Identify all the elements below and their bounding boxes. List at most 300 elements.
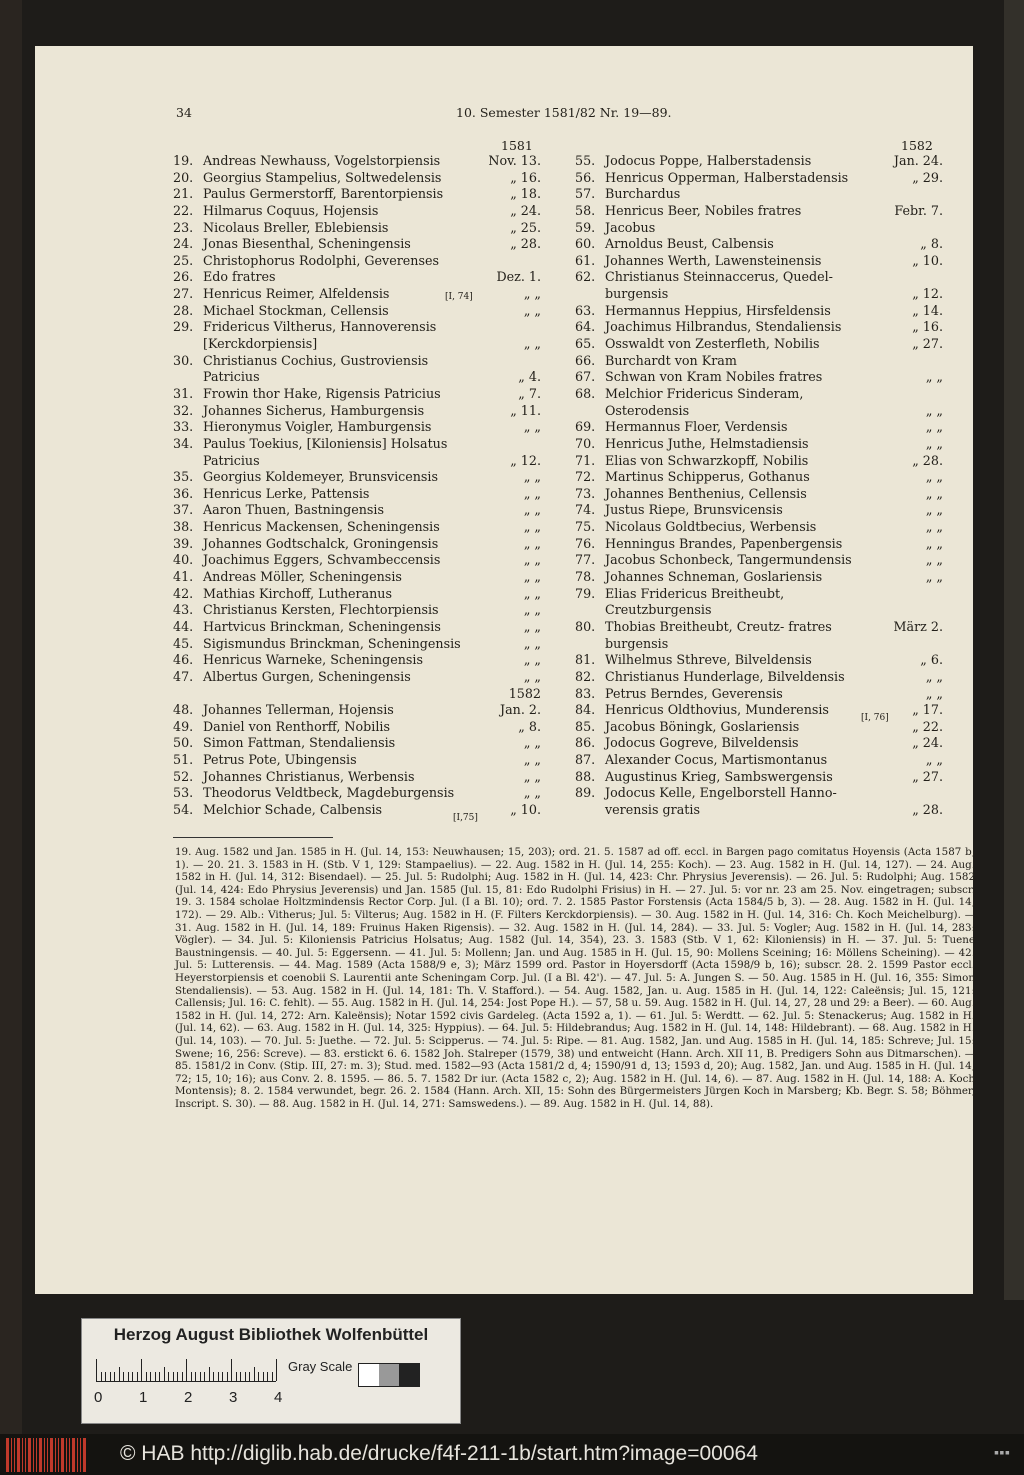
entry-date: „ 10. <box>912 252 943 268</box>
entry-date: „ „ <box>925 435 943 451</box>
entry-row <box>575 486 943 503</box>
entry-number: 70. <box>575 435 596 451</box>
entry-name: Johannes Benthenius, Cellensis <box>605 485 807 501</box>
entry-date: „ 6. <box>920 652 943 668</box>
entry-row <box>173 220 541 237</box>
entry-number: 82. <box>575 668 596 684</box>
entry-row <box>575 153 943 170</box>
entry-number: 47. <box>173 668 194 684</box>
entry-name: Jacobus Schonbeck, Tangermundensis <box>605 552 852 568</box>
entry-number: 21. <box>173 186 194 202</box>
entry-date: „ 24. <box>912 735 943 751</box>
entry-row <box>575 652 943 669</box>
entry-name: Creutzburgensis <box>605 602 712 618</box>
entry-name: Melchior Fridericus Sinderam, <box>605 385 804 401</box>
entry-name: Hieronymus Voigler, Hamburgensis <box>203 419 432 435</box>
entry-date: „ „ <box>523 752 541 768</box>
entry-row <box>575 552 943 569</box>
entry-number: 59. <box>575 219 596 235</box>
entry-row <box>173 236 541 253</box>
entry-date: „ „ <box>523 419 541 435</box>
entry-name: Nicolaus Goldtbecius, Werbensis <box>605 519 817 535</box>
entry-number: 74. <box>575 502 596 518</box>
scan-background <box>0 0 22 1475</box>
entry-name: Henricus Mackensen, Scheningensis <box>203 519 440 535</box>
entry-number: 85. <box>575 718 596 734</box>
entry-name: Hartvicus Brinckman, Scheningensis <box>203 618 441 634</box>
entry-row <box>173 353 541 370</box>
entry-name: Edo fratres <box>203 269 276 285</box>
entry-number: 39. <box>173 535 194 551</box>
footer-url[interactable]: © HAB http://diglib.hab.de/drucke/f4f-211-1b/start.htm?image=00064 <box>120 1442 758 1465</box>
barcode-icon <box>6 1438 96 1472</box>
entry-row <box>173 652 541 669</box>
entry-date: „ „ <box>925 752 943 768</box>
entry-date: „ 10. <box>510 801 541 817</box>
entry-name: Johannes Sicherus, Hamburgensis <box>203 402 425 418</box>
entry-row <box>173 319 541 336</box>
entry-number: 73. <box>575 485 596 501</box>
entry-number: 28. <box>173 302 194 318</box>
entry-row <box>575 203 943 220</box>
entry-name: Johannes Werth, Lawensteinensis <box>605 252 822 268</box>
entry-row <box>575 735 943 752</box>
entry-number: 49. <box>173 718 194 734</box>
entry-row <box>173 403 541 420</box>
entry-row <box>173 602 541 619</box>
entry-date: „ 18. <box>510 186 541 202</box>
entry-row <box>173 719 541 736</box>
notes-divider <box>173 837 333 838</box>
entry-date: „ 16. <box>510 169 541 185</box>
entry-number: 33. <box>173 419 194 435</box>
entry-row <box>575 636 943 653</box>
entry-name: Johannes Christianus, Werbensis <box>203 768 415 784</box>
entry-row <box>575 386 943 403</box>
entry-row <box>575 436 943 453</box>
entry-name: Wilhelmus Sthreve, Bilveldensis <box>605 652 812 668</box>
entry-date: „ „ <box>925 369 943 385</box>
entry-name: Georgius Koldemeyer, Brunsvicensis <box>203 469 438 485</box>
entry-name: Elias von Schwarzkopff, Nobilis <box>605 452 809 468</box>
entry-name: Henricus Beer, Nobiles fratres <box>605 202 802 218</box>
entry-date: „ „ <box>925 402 943 418</box>
footnotes-text: 19. Aug. 1582 und Jan. 1585 in H. (Jul. 14, 153: Neuwhausen; 15, 203); ord. 21. 5. 1587 ad off. eccl. in Bargen pago comitatus Hoyensis (Acta 1587 b, 1). — 20. 21. 3. 1583 in H. (Stb. V 1, 129: Stampaelius). — 22. Aug. 1582 in H. (Jul. 14, 255: Koch). — 23. Aug. 1582 in H. (Jul. 14, 127). — 24. Aug. 1582 in H. (Jul. 14, 312: Bisendael). — 25. Jul. 5: Rudolphi; Aug. 1582 in H. (Jul. 14, 423: Chr. Phrysius Jeverensis). — 26. Jul. 5: Rudolphi; Aug. 1582 (Jul. 14, 424: Edo Phrysius Jeverensis) und Jan. 1585 (Jul. 15, 81: Edo Rudolphi Frisius) in H. — 27. Jul. 5: vor nr. 23 am 25. Nov. eingetragen; subscr. 19. 3. 1584 scholae Holtzmindensis Rector Corp. Jul. (I a Bl. 10); ord. 7. 2. 1585 Pastor Forstensis (Acta 1584/5 b, 3). — 28. Aug. 1582 in H. (Jul. 14, 172). — 29. Alb.: Vitherus; Jul. 5: Vilterus; Aug. 1582 in H. (F. Filters Kerckdorpiensis). — 30. Aug. 1582 in H. (Jul. 14, 316: Ch. Koch Meichelburg). — 31. Aug. 1582 in H. (Jul. 14, 189: Fruinus Haken Rigensis). — 32. Aug. 1582 in H. (Jul. 14, 284). — 33. Jul. 5: Vogler; Aug. 1582 in H. (Jul. 14, 283: Vögler). — 34. Jul. 5: Kiloniensis Patricius Holsatus; Aug. 1582 (Jul. 14, 354), 23. 3. 1583 (Stb. V 1, 62: Kiloniensis) in H. — 37. Jul. 5: Tuene Baustningensis. — 40. Jul. 5: Eggersenn. — 41. Jul. 5: Mollenn; Jan. und Aug. 1585 in H. (Jul. 15, 90: Mollens Sceining; 16: Möllens Scheining). — 42. Jul. 5: Lutterensis. — 44. Mag. 1589 (Acta 1588/9 e, 3); März 1599 ord. Pastor in Hoyersdorff (Acta 1598/9 b, 16); subscr. 28. 2. 1599 Pastor eccl. Heyerstorpiensis et coenobii S. Laurentii ante Scheningam Corp. Jul. (I a Bl. 42'). — 47. Jul. 5: A. Jungen S. — 50. Aug. 1585 in H. (Jul. 16, 355: Simon Stendaliensis). — 53. Aug. 1582 in H. (Jul. 14, 181: Th. V. Stafford.). — 54. Aug. 1582, Jan. u. Aug. 1585 in H. (Jul. 14, 122: Caleënsis; Jul. 15, 121: Callensis; Jul. 16: C. fehlt). — 55. Aug. 1582 in H. (Jul. 14, 254: Jost Pope H.). — 57, 58 u. 59. Aug. 1582 in H. (Jul. 14, 27, 28 und 29: a Beer). — 60. Aug. 1582 in H. (Jul. 14, 272: Arn. Kaleënsis); Notar 1592 civis Gardeleg. (Acta 1592 a, 1). — 61. Jul. 5: Werdtt. — 62. Jul. 5: Stenackerus; Aug. 1582 in H. (Jul. 14, 62). — 63. Aug. 1582 in H. (Jul. 14, 325: Hyppius). — 64. Jul. 5: Hildebrandus; Aug. 1582 in H. (Jul. 14, 148: Hildebrant). — 68. Aug. 1582 in H. (Jul. 14, 103). — 70. Jul. 5: Juethe. — 72. Jul. 5: Scipperus. — 74. Jul. 5: Ripe. — 81. Aug. 1582, Jan. und Aug. 1585 in H. (Jul. 14, 185: Schreve; Jul. 15: Swene; 16, 256: Screve). — 83. erstickt 6. 6. 1582 Joh. Stalreper (1579, 38) und entweicht (Hann. Arch. XII 11, B. Predigers Sohn aus Ditmarschen). — 85. 1581/2 in Conv. (Stip. III, 27: m. 3); Stud. med. 1582—93 (Acta 1581/2 d, 4; 1590/91 d, 13; 1593 d, 20); Aug. 1582, Jan. und Aug. 1585 in H. (Jul. 14, 72; 15, 10; 16); aus Conv. 2. 8. 1595. — 86. 5. 7. 1582 Dr iur. (Acta 1582 c, 2); Aug. 1582 in H. (Jul. 14, 6). — 87. Aug. 1582 in H. (Jul. 14, 188: A. Koch Montensis); 8. 2. 1584 verwundet, begr. 26. 2. 1584 (Hann. Arch. XII, 15: Sohn des Bürgermeisters Jürgen Koch in Marsberg; Kb. Begr. S. 58; Böhmer, Inscript. S. 30). — 88. Aug. 1582 in H. (Jul. 14, 271: Samswedens.). — 89. Aug. 1582 in H. (Jul. 14, 88). <box>175 846 975 1110</box>
entry-row <box>173 336 541 353</box>
entry-date: „ 12. <box>510 452 541 468</box>
entry-number: 79. <box>575 585 596 601</box>
left-entry-column <box>173 153 541 819</box>
entry-name: Elias Fridericus Breitheubt, <box>605 585 785 601</box>
entry-date: „ „ <box>523 469 541 485</box>
entry-number: 56. <box>575 169 596 185</box>
entry-name: Henricus Warneke, Scheningensis <box>203 652 423 668</box>
entry-number: 87. <box>575 752 596 768</box>
entry-row <box>173 419 541 436</box>
entry-name: Johannes Schneman, Goslariensis <box>605 569 823 585</box>
entry-name: Daniel von Renthorff, Nobilis <box>203 718 390 734</box>
entry-date: „ „ <box>523 768 541 784</box>
entry-number: 52. <box>173 768 194 784</box>
entry-name: Johannes Tellerman, Hojensis <box>203 702 394 718</box>
entry-date: „ „ <box>523 785 541 801</box>
entry-number: 32. <box>173 402 194 418</box>
entry-row <box>575 186 943 203</box>
entry-row <box>173 552 541 569</box>
gray-scale-patches <box>358 1363 420 1387</box>
entry-date: 1582 <box>508 685 541 701</box>
entry-number: 19. <box>173 153 194 168</box>
entry-name: Henricus Opperman, Halberstadensis <box>605 169 849 185</box>
entry-name: Patricius <box>203 369 260 385</box>
entry-row <box>575 502 943 519</box>
entry-date: „ „ <box>523 286 541 302</box>
entry-date: „ „ <box>925 419 943 435</box>
ref-mark-84: [I, 76] <box>861 713 889 723</box>
entry-date: „ „ <box>523 602 541 618</box>
entry-row <box>575 220 943 237</box>
entry-row <box>173 436 541 453</box>
entry-date: „ 12. <box>912 286 943 302</box>
entry-name: Joachimus Hilbrandus, Stendaliensis <box>605 319 842 335</box>
entry-date: „ „ <box>925 469 943 485</box>
entry-row <box>173 702 541 719</box>
scale-number: 0 <box>94 1389 103 1406</box>
entry-row <box>173 203 541 220</box>
ref-mark-54: [I,75] <box>453 813 478 823</box>
entry-number: 66. <box>575 352 596 368</box>
entry-row <box>575 602 943 619</box>
entry-date: „ 27. <box>912 336 943 352</box>
entry-row <box>575 369 943 386</box>
entry-row <box>575 303 943 320</box>
entry-name: Jodocus Gogreve, Bilveldensis <box>605 735 799 751</box>
entry-number: 75. <box>575 519 596 535</box>
entry-name: Hermannus Floer, Verdensis <box>605 419 788 435</box>
entry-number: 20. <box>173 169 194 185</box>
entry-date: „ 4. <box>518 369 541 385</box>
entry-name: Henricus Reimer, Alfeldensis <box>203 286 390 302</box>
entry-date: März 2. <box>893 618 943 634</box>
footer-dots: ▪▪▪ <box>993 1448 1010 1458</box>
entry-number: 25. <box>173 252 194 268</box>
entry-number: 76. <box>575 535 596 551</box>
entry-row <box>173 686 541 703</box>
entry-number: 58. <box>575 202 596 218</box>
entry-name: Henricus Juthe, Helmstadiensis <box>605 435 809 451</box>
year-right-top: 1582 <box>901 138 933 153</box>
entry-name: Paulus Germerstorff, Barentorpiensis <box>203 186 444 202</box>
entry-row <box>173 785 541 802</box>
entry-name: burgensis <box>605 635 669 651</box>
entry-row <box>173 735 541 752</box>
entry-date: „ 22. <box>912 718 943 734</box>
entry-name: Sigismundus Brinckman, Scheningensis <box>203 635 461 651</box>
running-title: 10. Semester 1581/82 Nr. 19—89. <box>456 105 672 120</box>
entry-date: „ 27. <box>912 768 943 784</box>
entry-date: Jan. 24. <box>893 153 943 168</box>
entry-name: Burchardt von Kram <box>605 352 737 368</box>
entry-row <box>575 802 943 819</box>
entry-name: Henricus Lerke, Pattensis <box>203 485 370 501</box>
entry-row <box>575 319 943 336</box>
entry-number: 45. <box>173 635 194 651</box>
entry-name: Jodocus Kelle, Engelborstell Hanno- <box>605 785 837 801</box>
entry-date: „ „ <box>523 535 541 551</box>
entry-row <box>575 253 943 270</box>
entry-number: 77. <box>575 552 596 568</box>
page-number: 34 <box>176 105 192 120</box>
library-color-card <box>81 1318 461 1424</box>
entry-row <box>575 170 943 187</box>
scan-edge <box>1004 0 1024 1300</box>
entry-date: „ „ <box>523 502 541 518</box>
entry-name: Christophorus Rodolphi, Geverenses <box>203 252 439 268</box>
entry-row <box>575 586 943 603</box>
entry-row <box>173 253 541 270</box>
entry-row <box>575 752 943 769</box>
entry-row <box>173 286 541 303</box>
entry-name: Christianus Steinnaccerus, Quedel- <box>605 269 833 285</box>
entry-number: 24. <box>173 236 194 252</box>
entry-number: 57. <box>575 186 596 202</box>
entry-row <box>173 153 541 170</box>
entry-date: „ „ <box>523 336 541 352</box>
entry-date: „ „ <box>523 652 541 668</box>
entry-name: Johannes Godtschalck, Groningensis <box>203 535 439 551</box>
entry-date: „ 28. <box>510 236 541 252</box>
viewer-footer <box>0 1434 1024 1475</box>
entry-row <box>575 286 943 303</box>
entry-row <box>575 536 943 553</box>
entry-date: „ „ <box>925 685 943 701</box>
entry-row <box>173 369 541 386</box>
entry-date: „ „ <box>925 535 943 551</box>
entry-row <box>173 453 541 470</box>
entry-number: 43. <box>173 602 194 618</box>
entry-row <box>173 303 541 320</box>
entry-row <box>173 752 541 769</box>
entry-number: 29. <box>173 319 194 335</box>
entry-number: 42. <box>173 585 194 601</box>
entry-name: Paulus Toekius, [Kiloniensis] Holsatus <box>203 435 448 451</box>
entry-row <box>575 336 943 353</box>
entry-name: Andreas Möller, Scheningensis <box>203 569 402 585</box>
entry-date: „ „ <box>523 585 541 601</box>
entry-name: Justus Riepe, Brunsvicensis <box>605 502 783 518</box>
entry-number: 78. <box>575 569 596 585</box>
entry-number: 72. <box>575 469 596 485</box>
entry-name: Joachimus Eggers, Schvambeccensis <box>203 552 441 568</box>
entry-number: 46. <box>173 652 194 668</box>
entry-name: Albertus Gurgen, Scheningensis <box>203 668 411 684</box>
entry-row <box>575 569 943 586</box>
entry-name: [Kerckdorpiensis] <box>203 336 318 352</box>
entry-date: „ „ <box>523 668 541 684</box>
entry-number: 51. <box>173 752 194 768</box>
entry-number: 27. <box>173 286 194 302</box>
entry-name: Jodocus Poppe, Halberstadensis <box>605 153 812 168</box>
year-left-top: 1581 <box>501 138 533 153</box>
scale-number: 2 <box>184 1389 193 1406</box>
entry-date: „ „ <box>925 668 943 684</box>
entry-row <box>173 802 541 819</box>
entry-number: 55. <box>575 153 596 168</box>
entry-name: Christianus Hunderlage, Bilveldensis <box>605 668 845 684</box>
entry-date: „ 28. <box>912 801 943 817</box>
entry-date: Dez. 1. <box>496 269 541 285</box>
entry-number: 86. <box>575 735 596 751</box>
entry-row <box>173 769 541 786</box>
entry-number: 62. <box>575 269 596 285</box>
entry-row <box>173 669 541 686</box>
scale-number: 3 <box>229 1389 238 1406</box>
entry-date: „ 24. <box>510 202 541 218</box>
entry-number: 38. <box>173 519 194 535</box>
entry-date: „ „ <box>925 569 943 585</box>
entry-name: Petrus Berndes, Geverensis <box>605 685 783 701</box>
entry-row <box>575 669 943 686</box>
library-title: Herzog August Bibliothek Wolfenbüttel <box>113 1325 429 1344</box>
entry-name: Jacobus <box>605 219 656 235</box>
entry-row <box>575 519 943 536</box>
entry-name: Frowin thor Hake, Rigensis Patricius <box>203 385 441 401</box>
entry-row <box>173 186 541 203</box>
entry-number: 68. <box>575 385 596 401</box>
entry-date: „ 8. <box>920 236 943 252</box>
gray-scale-label: Gray Scale <box>288 1359 353 1374</box>
entry-date: „ „ <box>523 302 541 318</box>
entry-date: „ 14. <box>912 302 943 318</box>
entry-row <box>173 519 541 536</box>
entry-number: 26. <box>173 269 194 285</box>
entry-row <box>575 453 943 470</box>
entry-number: 22. <box>173 202 194 218</box>
entry-name: Hermannus Heppius, Hirsfeldensis <box>605 302 831 318</box>
entry-name: Theodorus Veldtbeck, Magdeburgensis <box>203 785 455 801</box>
entry-date: „ „ <box>523 618 541 634</box>
entry-name: Alexander Cocus, Martismontanus <box>605 752 828 768</box>
entry-name: Fridericus Viltherus, Hannoverensis <box>203 319 437 335</box>
footnotes <box>175 846 975 1110</box>
entry-row <box>575 469 943 486</box>
entry-name: Simon Fattman, Stendaliensis <box>203 735 396 751</box>
entry-date: „ „ <box>523 552 541 568</box>
entry-name: Petrus Pote, Ubingensis <box>203 752 357 768</box>
entry-row <box>173 269 541 286</box>
entry-date: „ 17. <box>912 702 943 718</box>
entry-name: Aaron Thuen, Bastningensis <box>203 502 384 518</box>
entry-row <box>575 236 943 253</box>
entry-row <box>575 785 943 802</box>
entry-date: „ „ <box>523 485 541 501</box>
entry-number: 35. <box>173 469 194 485</box>
entry-date: „ „ <box>925 552 943 568</box>
entry-number: 31. <box>173 385 194 401</box>
entry-number: 61. <box>575 252 596 268</box>
entry-name: Augustinus Krieg, Sambswergensis <box>605 768 833 784</box>
entry-name: Martinus Schipperus, Gothanus <box>605 469 810 485</box>
entry-row <box>575 403 943 420</box>
entry-row <box>575 769 943 786</box>
entry-name: Schwan von Kram Nobiles fratres <box>605 369 823 385</box>
entry-date: „ 11. <box>510 402 541 418</box>
document-page <box>35 46 973 1294</box>
entry-date: „ „ <box>925 485 943 501</box>
entry-number: 23. <box>173 219 194 235</box>
entry-name: Osterodensis <box>605 402 690 418</box>
entry-date: „ 7. <box>518 385 541 401</box>
entry-number: 34. <box>173 435 194 451</box>
entry-row <box>575 619 943 636</box>
entry-row <box>173 502 541 519</box>
entry-date: „ 25. <box>510 219 541 235</box>
entry-name: Melchior Schade, Calbensis <box>203 801 383 817</box>
ref-mark-27: [I, 74] <box>445 292 473 302</box>
entry-name: Henricus Oldthovius, Munderensis <box>605 702 829 718</box>
entry-row <box>173 170 541 187</box>
entry-name: Christianus Cochius, Gustroviensis <box>203 352 429 368</box>
entry-row <box>173 586 541 603</box>
entry-name: verensis gratis <box>605 801 700 817</box>
entry-number: 41. <box>173 569 194 585</box>
entry-date: „ 28. <box>912 452 943 468</box>
entry-date: „ „ <box>925 502 943 518</box>
entry-date: „ „ <box>523 735 541 751</box>
scale-number: 1 <box>139 1389 148 1406</box>
entry-number: 54. <box>173 801 194 817</box>
entry-number: 65. <box>575 336 596 352</box>
entry-date: „ „ <box>523 569 541 585</box>
entry-number: 81. <box>575 652 596 668</box>
entry-row <box>575 686 943 703</box>
entry-date: „ 8. <box>518 718 541 734</box>
entry-name: Michael Stockman, Cellensis <box>203 302 389 318</box>
entry-row <box>173 636 541 653</box>
entry-name: Burchardus <box>605 186 681 202</box>
entry-name: Nicolaus Breller, Eblebiensis <box>203 219 389 235</box>
entry-number: 88. <box>575 768 596 784</box>
entry-name: Thobias Breitheubt, Creutz- fratres <box>605 618 832 634</box>
entry-number: 89. <box>575 785 596 801</box>
entry-date: Jan. 2. <box>500 702 541 718</box>
entry-name: Christianus Kersten, Flechtorpiensis <box>203 602 439 618</box>
entry-number: 50. <box>173 735 194 751</box>
entry-row <box>173 386 541 403</box>
entry-name: Jonas Biesenthal, Scheningensis <box>203 236 411 252</box>
entry-date: „ „ <box>523 635 541 651</box>
entry-date: „ 29. <box>912 169 943 185</box>
entry-number: 67. <box>575 369 596 385</box>
entry-number: 36. <box>173 485 194 501</box>
entry-number: 53. <box>173 785 194 801</box>
entry-row <box>575 269 943 286</box>
entry-row <box>173 619 541 636</box>
entry-number: 60. <box>575 236 596 252</box>
entry-name: Mathias Kirchoff, Lutheranus <box>203 585 392 601</box>
scale-number: 4 <box>274 1389 283 1406</box>
entry-name: Hilmarus Coquus, Hojensis <box>203 202 379 218</box>
entry-number: 64. <box>575 319 596 335</box>
entry-date: Nov. 13. <box>488 153 541 168</box>
entry-number: 69. <box>575 419 596 435</box>
entry-name: Osswaldt von Zesterfleth, Nobilis <box>605 336 820 352</box>
entry-name: Andreas Newhauss, Vogelstorpiensis <box>203 153 441 168</box>
entry-date: Febr. 7. <box>894 202 943 218</box>
entry-date: „ 16. <box>912 319 943 335</box>
entry-name: Patricius <box>203 452 260 468</box>
entry-name: Henningus Brandes, Papenbergensis <box>605 535 843 551</box>
